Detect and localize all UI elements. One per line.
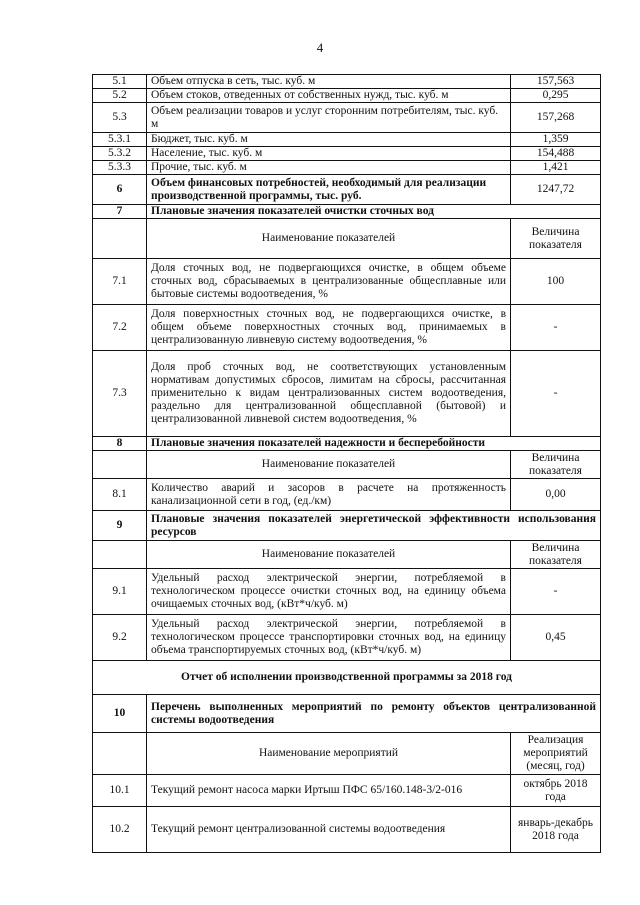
row-value: 100 (511, 259, 601, 305)
row-text: Объем стоков, отведенных от собственных нужд, тыс. куб. м (147, 89, 511, 103)
table-row (93, 89, 601, 103)
row-text: Доля сточных вод, не подвергающихся очистке, в общем объеме сточных вод, сбрасываемых в централизованные общесплавные или бытовые системы водоотведения, % (147, 259, 511, 305)
row-text: Бюджет, тыс. куб. м (147, 133, 511, 147)
empty-cell (93, 541, 147, 569)
row-value: 154,488 (511, 147, 601, 161)
row-number: 10.2 (93, 807, 147, 853)
table-row (93, 147, 601, 161)
row-text: Прочие, тыс. куб. м (147, 161, 511, 175)
section-header (93, 437, 601, 451)
row-value: 0,45 (511, 615, 601, 661)
section-title: Плановые значения показателей очистки сточных вод (147, 205, 601, 219)
section-title: Плановые значения показателей энергетической эффективности использования ресурсов (147, 511, 601, 541)
report-title-row (93, 661, 601, 695)
row-text: Доля проб сточных вод, не соответствующих установленным нормативам допустимых сбросов, лимитам на сбросы, рассчитанная применительно к видам централизованных систем водоотведения, раздельно для централизованной общесплавной (бытовой) и централизованной ливневой систем водоотведения, % (147, 351, 511, 437)
row-number: 9.2 (93, 615, 147, 661)
row-value: 1,421 (511, 161, 601, 175)
row-value: 157,268 (511, 103, 601, 133)
row-value: 0,00 (511, 479, 601, 511)
row-text: Удельный расход электрической энергии, потребляемой в технологическом процессе транспортировки сточных вод, на единицу объема транспортируемых сточных вод, (кВт*ч/куб. м) (147, 615, 511, 661)
row-number: 7.3 (93, 351, 147, 437)
column-header-name: Наименование показателей (147, 219, 511, 259)
row-number: 8.1 (93, 479, 147, 511)
column-header-name: Наименование показателей (147, 541, 511, 569)
row-text: Объем реализации товаров и услуг сторонним потребителям, тыс. куб. м (147, 103, 511, 133)
row-value: 1247,72 (511, 175, 601, 205)
table-row (93, 133, 601, 147)
section-number: 8 (93, 437, 147, 451)
empty-cell (93, 733, 147, 775)
column-header-row (93, 733, 601, 775)
column-header-row (93, 541, 601, 569)
table-row (93, 569, 601, 615)
row-value: январь-декабрь 2018 года (511, 807, 601, 853)
column-header-value: Величина показателя (511, 219, 601, 259)
table-row (93, 75, 601, 89)
table-row (93, 775, 601, 807)
column-header-value: Величина показателя (511, 541, 601, 569)
production-program-table (92, 74, 601, 853)
page-number: 4 (316, 40, 324, 55)
section-header (93, 205, 601, 219)
row-text: Удельный расход электрической энергии, потребляемой в технологическом процессе очистки сточных вод, на единицу объема очищаемых сточных вод, (кВт*ч/куб. м) (147, 569, 511, 615)
table-row (93, 103, 601, 133)
table-row (93, 351, 601, 437)
column-header-row (93, 451, 601, 479)
table-row (93, 615, 601, 661)
row-number: 5.2 (93, 89, 147, 103)
table-row (93, 305, 601, 351)
row-number: 5.3 (93, 103, 147, 133)
row-number: 7.2 (93, 305, 147, 351)
column-header-name: Наименование показателей (147, 451, 511, 479)
empty-cell (93, 451, 147, 479)
row-value: 157,563 (511, 75, 601, 89)
row-value: 1,359 (511, 133, 601, 147)
column-header-row (93, 219, 601, 259)
row-number: 10.1 (93, 775, 147, 807)
table-row (93, 479, 601, 511)
row-text: Доля поверхностных сточных вод, не подвергающихся очистке, в общем объеме поверхностных сточных вод, принимаемых в централизованную ливневую систему водоотведения, % (147, 305, 511, 351)
section-title: Перечень выполненных мероприятий по ремонту объектов централизованной системы водоотведения (147, 695, 601, 733)
row-text: Население, тыс. куб. м (147, 147, 511, 161)
row-number: 5.3.2 (93, 147, 147, 161)
row-text: Количество аварий и засоров в расчете на протяженность канализационной сети в год, (ед./км) (147, 479, 511, 511)
empty-cell (93, 219, 147, 259)
row-number: 5.3.3 (93, 161, 147, 175)
report-title: Отчет об исполнении производственной программы за 2018 год (93, 661, 601, 695)
row-number: 6 (93, 175, 147, 205)
section-number: 9 (93, 511, 147, 541)
row-value: - (511, 569, 601, 615)
row-number: 7.1 (93, 259, 147, 305)
row-value: октябрь 2018 года (511, 775, 601, 807)
section-number: 7 (93, 205, 147, 219)
section-header (93, 695, 601, 733)
table-row (93, 259, 601, 305)
row-number: 9.1 (93, 569, 147, 615)
row-text: Текущий ремонт централизованной системы водоотведения (147, 807, 511, 853)
row-text: Объем финансовых потребностей, необходимый для реализации производственной программы, тыс. руб. (147, 175, 511, 205)
column-header-name: Наименование мероприятий (147, 733, 511, 775)
row-number: 5.3.1 (93, 133, 147, 147)
table-row (93, 161, 601, 175)
table-row (93, 807, 601, 853)
section-header (93, 511, 601, 541)
column-header-value: Реализация мероприятий (месяц, год) (511, 733, 601, 775)
row-text: Текущий ремонт насоса марки Иртыш ПФС 65/160.148-3/2-016 (147, 775, 511, 807)
row-text: Объем отпуска в сеть, тыс. куб. м (147, 75, 511, 89)
column-header-value: Величина показателя (511, 451, 601, 479)
row-value: - (511, 305, 601, 351)
row-number: 5.1 (93, 75, 147, 89)
section-title: Плановые значения показателей надежности и бесперебойности (147, 437, 601, 451)
row-value: 0,295 (511, 89, 601, 103)
row-value: - (511, 351, 601, 437)
section-number: 10 (93, 695, 147, 733)
table-row (93, 175, 601, 205)
